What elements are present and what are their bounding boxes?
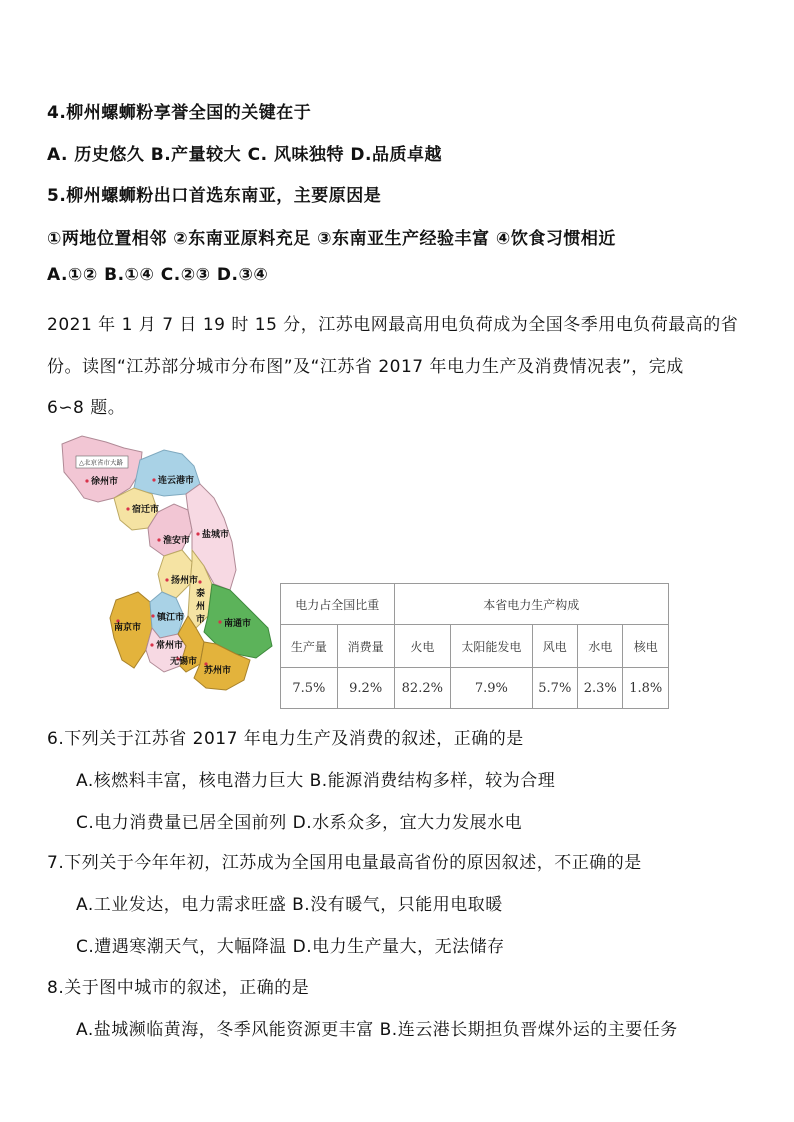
question-7-options-cd: C.遭遇寒潮天气，大幅降温 D.电力生产量大，无法储存 <box>76 937 505 957</box>
val-nuclear: 1.8% <box>623 668 669 709</box>
question-8-options-ab: A.盐城濒临黄海，冬季风能资源更丰富 B.连云港长期担负晋煤外运的主要任务 <box>76 1020 678 1040</box>
jiangsu-city-map <box>54 432 284 694</box>
header-structure: 本省电力生产构成 <box>394 584 668 625</box>
intro-line-2: 份。读图“江苏部分城市分布图”及“江苏省 2017 年电力生产及消费情况表”，完成 <box>47 357 684 377</box>
question-8-stem: 8.关于图中城市的叙述，正确的是 <box>47 978 310 998</box>
question-6-stem: 6.下列关于江苏省 2017 年电力生产及消费的叙述，正确的是 <box>47 729 524 749</box>
table-header-row <box>281 584 669 625</box>
val-production: 7.5% <box>281 668 338 709</box>
question-5-stem: 5.柳州螺蛳粉出口首选东南亚，主要原因是 <box>47 186 382 206</box>
region-lianyungang <box>134 450 200 496</box>
city-marker <box>150 643 153 646</box>
val-consumption: 9.2% <box>337 668 394 709</box>
power-table-wrap <box>280 583 669 707</box>
table-column-row <box>281 625 669 668</box>
question-6-options-cd: C.电力消费量已居全国前列 D.水系众多，宜大力发展水电 <box>76 813 523 833</box>
city-marker <box>157 538 160 541</box>
city-label-suqian: 宿迁市 <box>132 505 160 515</box>
col-hydro: 水电 <box>578 625 623 668</box>
col-solar: 太阳能发电 <box>451 625 533 668</box>
city-label-zhenjiang: 镇江市 <box>157 613 185 623</box>
city-label-nantong: 南通市 <box>224 619 252 629</box>
question-4-options: A. 历史悠久 B.产量较大 C. 风味独特 D.品质卓越 <box>47 145 442 165</box>
intro-line-3: 6∽8 题。 <box>47 398 126 418</box>
city-marker <box>198 580 201 583</box>
city-marker <box>85 479 88 482</box>
col-production: 生产量 <box>281 625 338 668</box>
city-marker <box>165 578 168 581</box>
region-yangzhou <box>158 550 192 598</box>
map-legend-text: △北京省市大路 <box>79 458 123 467</box>
city-label-taizhou-3: 市 <box>196 615 206 625</box>
table-row <box>281 668 669 709</box>
col-thermal: 火电 <box>394 625 451 668</box>
question-7-options-ab: A.工业发达，电力需求旺盛 B.没有暖气，只能用电取暖 <box>76 895 503 915</box>
question-6-options-ab: A.核燃料丰富，核电潜力巨大 B.能源消费结构多样，较为合理 <box>76 771 556 791</box>
question-7-stem: 7.下列关于今年年初，江苏成为全国用电量最高省份的原因叙述，不正确的是 <box>47 853 642 873</box>
question-5-options: A.①② B.①④ C.②③ D.③④ <box>47 265 269 285</box>
question-5-items: ①两地位置相邻 ②东南亚原料充足 ③东南亚生产经验丰富 ④饮食习惯相近 <box>47 229 616 249</box>
col-wind: 风电 <box>532 625 577 668</box>
val-solar: 7.9% <box>451 668 533 709</box>
city-label-taizhou-vertical <box>196 587 205 625</box>
val-wind: 5.7% <box>532 668 577 709</box>
city-marker <box>218 620 221 623</box>
city-label-suzhou: 苏州市 <box>204 666 232 676</box>
val-thermal: 82.2% <box>394 668 451 709</box>
question-4-stem: 4.柳州螺蛳粉享誉全国的关键在于 <box>47 103 312 123</box>
city-label-yancheng: 盐城市 <box>202 530 230 540</box>
city-label-wuxi: 无锡市 <box>170 657 198 667</box>
val-hydro: 2.3% <box>578 668 623 709</box>
col-consumption: 消费量 <box>337 625 394 668</box>
city-marker <box>151 614 154 617</box>
city-label-taizhou-1: 泰 <box>196 589 206 599</box>
power-table <box>280 583 669 709</box>
city-marker <box>196 532 199 535</box>
col-nuclear: 核电 <box>623 625 669 668</box>
header-share: 电力占全国比重 <box>281 584 395 625</box>
city-label-taizhou-2: 州 <box>196 602 206 612</box>
intro-line-1: 2021 年 1 月 7 日 19 时 15 分，江苏电网最高用电负荷成为全国冬季用电负荷最高的省 <box>47 315 739 335</box>
city-label-changzhou: 常州市 <box>156 641 184 651</box>
city-marker <box>152 478 155 481</box>
city-label-huaian: 淮安市 <box>163 536 191 546</box>
map-svg <box>54 432 284 694</box>
city-label-xuzhou: 徐州市 <box>91 477 119 487</box>
city-marker <box>126 507 129 510</box>
city-label-lianyungang: 连云港市 <box>158 476 195 486</box>
city-label-nanjing: 南京市 <box>114 623 142 633</box>
city-label-yangzhou: 扬州市 <box>171 576 199 586</box>
